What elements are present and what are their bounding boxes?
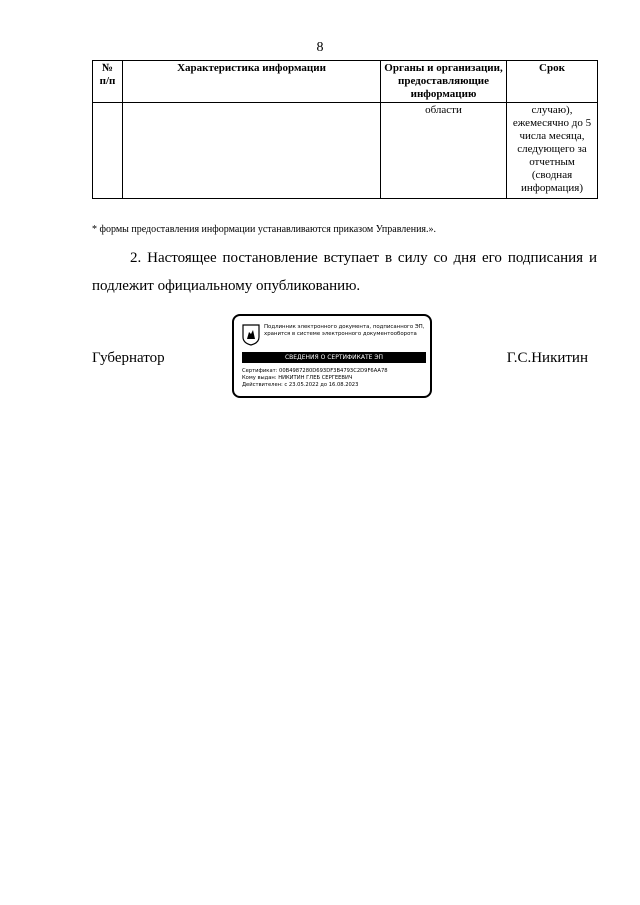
footnote: * формы предоставления информации устанавливаются приказом Управления.». xyxy=(92,224,437,235)
header-organizations: Органы и организации, предоставляющие информацию xyxy=(381,61,507,103)
info-table xyxy=(92,60,598,199)
stamp-certificate: Сертификат: 00B4987280D693DF3B4793C2D9F6AA78 xyxy=(242,368,388,374)
e-signature-stamp xyxy=(232,314,432,398)
header-characteristic: Характеристика информации xyxy=(123,61,381,103)
paragraph-text: 2. Настоящее постановление вступает в силу со дня его подписания и подлежит официальному опубликованию. xyxy=(92,250,597,294)
signer-title: Губернатор xyxy=(92,350,165,366)
stamp-header: СВЕДЕНИЯ О СЕРТИФИКАТЕ ЭП xyxy=(242,352,426,363)
table-header-row xyxy=(93,61,598,103)
cell-organizations: области xyxy=(381,103,507,199)
stamp-owner: Кому выдан: НИКИТИН ГЛЕБ СЕРГЕЕВИЧ xyxy=(242,375,353,381)
signer-name: Г.С.Никитин xyxy=(506,350,588,366)
cell-number xyxy=(93,103,123,199)
page-number: 8 xyxy=(316,40,324,55)
cell-deadline: случаю), ежемесячно до 5 числа месяца, следующего за отчетным (сводная информация) xyxy=(507,103,598,199)
cell-characteristic xyxy=(123,103,381,199)
table-row xyxy=(93,103,598,199)
stamp-note: Подлинник электронного документа, подписанного ЭП, хранится в системе электронного документооборота xyxy=(264,324,425,337)
main-paragraph xyxy=(92,244,597,300)
stamp-validity: Действителен: с 23.05.2022 до 16.08.2023 xyxy=(242,382,359,388)
header-number: № п/п xyxy=(93,61,123,103)
coat-of-arms-icon xyxy=(242,324,260,346)
header-deadline: Срок xyxy=(507,61,598,103)
